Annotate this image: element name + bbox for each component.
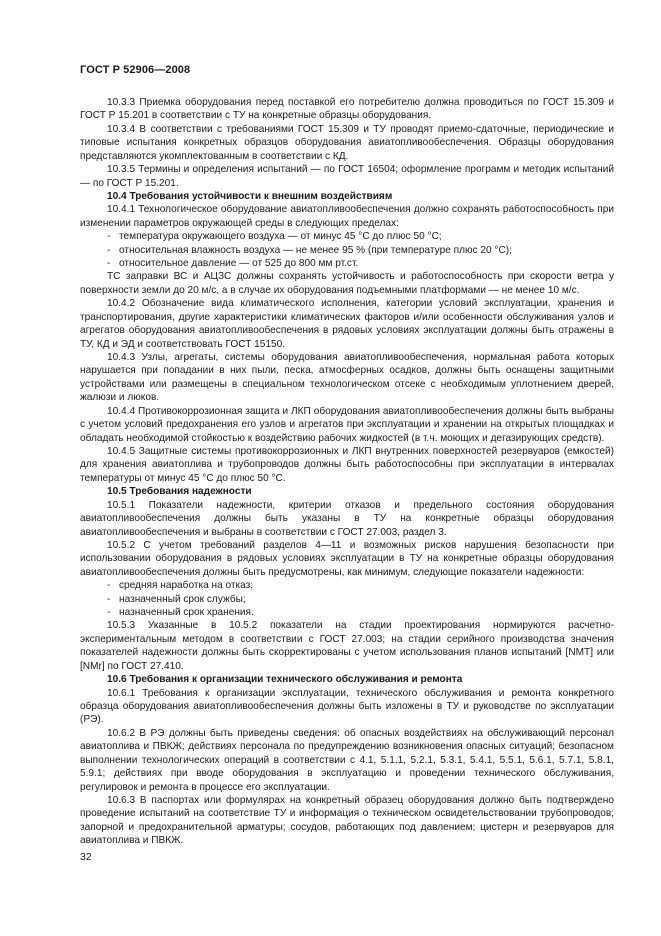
list-item-text: средняя наработка на отказ; xyxy=(119,580,254,592)
list-item-text: относительное давление — от 525 до 800 мм рт.ст. xyxy=(119,258,359,270)
paragraph: 10.5.1 Показатели надежности, критерии отказов и предельного состояния оборудования авиатопливообеспечения должны быть указаны в ТУ на конкретные образцы оборудования авиатопливообеспечения и выбраны в соответствии с ГОСТ 27.003, раздел 3. xyxy=(80,499,614,538)
list-bullet: - xyxy=(107,607,111,619)
paragraph: 10.6.1 Требования к организации эксплуатации, технического обслуживания и ремонта конкретного образца оборудования авиатопливообеспечения должны быть изложены в ТУ и руководстве по эксплуатации (РЭ). xyxy=(80,687,614,726)
section-heading: 10.6 Требования к организации технического обслуживания и ремонта xyxy=(107,674,463,686)
list-bullet: - xyxy=(107,258,111,270)
list-item-text: назначенный срок хранения. xyxy=(119,607,254,619)
list-item-text: относительная влажность воздуха — не менее 95 % (при температуре плюс 20 °С); xyxy=(119,244,512,256)
list-item xyxy=(80,579,614,592)
paragraph: 10.6.2 В РЭ должны быть приведены сведения: об опасных воздействиях на обслуживающий персонал авиатоплива и ПВКЖ; действиях персонала по предупреждению возникновения опасных ситуаций; безопасном выполнении технологических операций в соответствии с 4.1, 5.1.1, 5.2.1, 5.3.1, 5.4.1, 5.5.1, 5.6.1, 5.7.1, 5.8.1, 5.9.1; действиях при вводе оборудования в эксплуатацию и проведении технического обслуживания, регулировок и ремонта в процессе его эксплуатации. xyxy=(80,727,614,793)
paragraph: 10.5.2 С учетом требований разделов 4—11 и возможных рисков нарушения безопасности при использовании оборудования в рядовых условиях эксплуатации в ТУ на конкретные образцы оборудования авиатопливообеспечения должны быть предусмотрены, как минимум, следующие показатели надежности: xyxy=(80,539,614,578)
paragraph: 10.5.3 Указанные в 10.5.2 показатели на стадии проектирования нормируются расчетно-экспериментальным методом в соответствии с ГОСТ 27.003; на стадии серийного производства значения показателей надежности должны быть скорректированы с учетом использования планов испытаний [NMT] или [NMr] по ГОСТ 27.410. xyxy=(80,620,614,672)
list-item xyxy=(80,244,614,257)
paragraph: 10.3.4 В соответствии с требованиями ГОСТ 15.309 и ТУ проводят приемо-сдаточные, периодические и типовые испытания конкретных образцов оборудования авиатопливообеспечения. Образцы оборудования представляются укомплектованным в соответствии с КД. xyxy=(80,123,614,162)
paragraph: 10.3.3 Приемка оборудования перед поставкой его потребителю должна проводиться по ГОСТ 15.309 и ГОСТ Р 15.201 в соответствии с ТУ на конкретные образцы оборудования. xyxy=(80,97,614,122)
list-item xyxy=(80,593,614,606)
list-bullet: - xyxy=(107,231,111,243)
paragraph: 10.4.2 Обозначение вида климатического исполнения, категории условий эксплуатации, хранения и транспортирования, другие характеристики климатических факторов и/или особенности обслуживания узлов и агрегатов оборудования авиатопливообеспечения в рядовых условиях эксплуатации должны быть отражены в ТУ, КД и ЭД и соответствовать ГОСТ 15150. xyxy=(80,298,614,350)
paragraph: 10.4.1 Технологическое оборудование авиатопливообеспечения должно сохранять работоспособность при изменении параметров окружающей среды в следующих пределах: xyxy=(80,204,614,229)
section-heading: 10.4 Требования устойчивости к внешним воздействиям xyxy=(107,190,393,202)
paragraph: 10.4.3 Узлы, агрегаты, системы оборудования авиатопливообеспечения, нормальная работа которых нарушается при попадании в них пыли, песка, атмосферных осадков, должны быть оснащены защитными устройствами или размещены в специальном технологическом отсеке с необходимым уплотнением дверей, жалюзи и люков. xyxy=(80,352,614,404)
list-bullet: - xyxy=(107,244,111,256)
list-bullet: - xyxy=(107,580,111,592)
list-item xyxy=(80,257,614,270)
list-item-text: назначенный срок службы; xyxy=(119,593,246,605)
document-body xyxy=(80,96,614,848)
paragraph: 10.6.3 В паспортах или формулярах на конкретный образец оборудования должно быть подтверждено проведение испытаний на соответствие ТУ и информация о техническом освидетельствовании трубопроводов; запорной и предохранительной арматуры; сосудов, работающих под давлением; цистерн и резервуаров для авиатоплива и ПВКЖ. xyxy=(80,794,614,847)
paragraph: 10.4.5 Защитные системы противокоррозионных и ЛКП внутренних поверхностей резервуаров (емкостей) для хранения авиатоплива и трубопроводов должны быть работоспособны при эксплуатации в интервалах температуры от минус 45 °С до плюс 50 °С. xyxy=(80,445,614,484)
paragraph: ТС заправки ВС и АЦЗС должны сохранять устойчивость и работоспособность при скорости ветра у поверхности земли до 20 м/с, а в случае их оборудования подъемными платформами — не менее 10 м/с. xyxy=(80,271,614,296)
list-item xyxy=(80,606,614,619)
section-heading: 10.5 Требования надежности xyxy=(107,486,252,498)
paragraph: 10.4.4 Противокоррозионная защита и ЛКП оборудования авиатопливообеспечения должны быть выбраны с учетом условий предохранения его узлов и агрегатов при эксплуатации и хранении на открытых площадках и обладать необходимой стойкостью к воздействию рабочих жидкостей (в т.ч. моющих и дегазирующих средств). xyxy=(80,405,614,444)
list-item xyxy=(80,230,614,243)
document-header: ГОСТ Р 52906—2008 xyxy=(80,64,191,76)
list-bullet: - xyxy=(107,593,111,605)
page-number: 32 xyxy=(80,851,92,863)
list-item-text: температура окружающего воздуха — от минус 45 °С до плюс 50 °С; xyxy=(119,231,442,243)
paragraph: 10.3.5 Термины и определения испытаний — по ГОСТ 16504; оформление программ и методик испытаний — по ГОСТ Р 15.201. xyxy=(80,164,614,189)
